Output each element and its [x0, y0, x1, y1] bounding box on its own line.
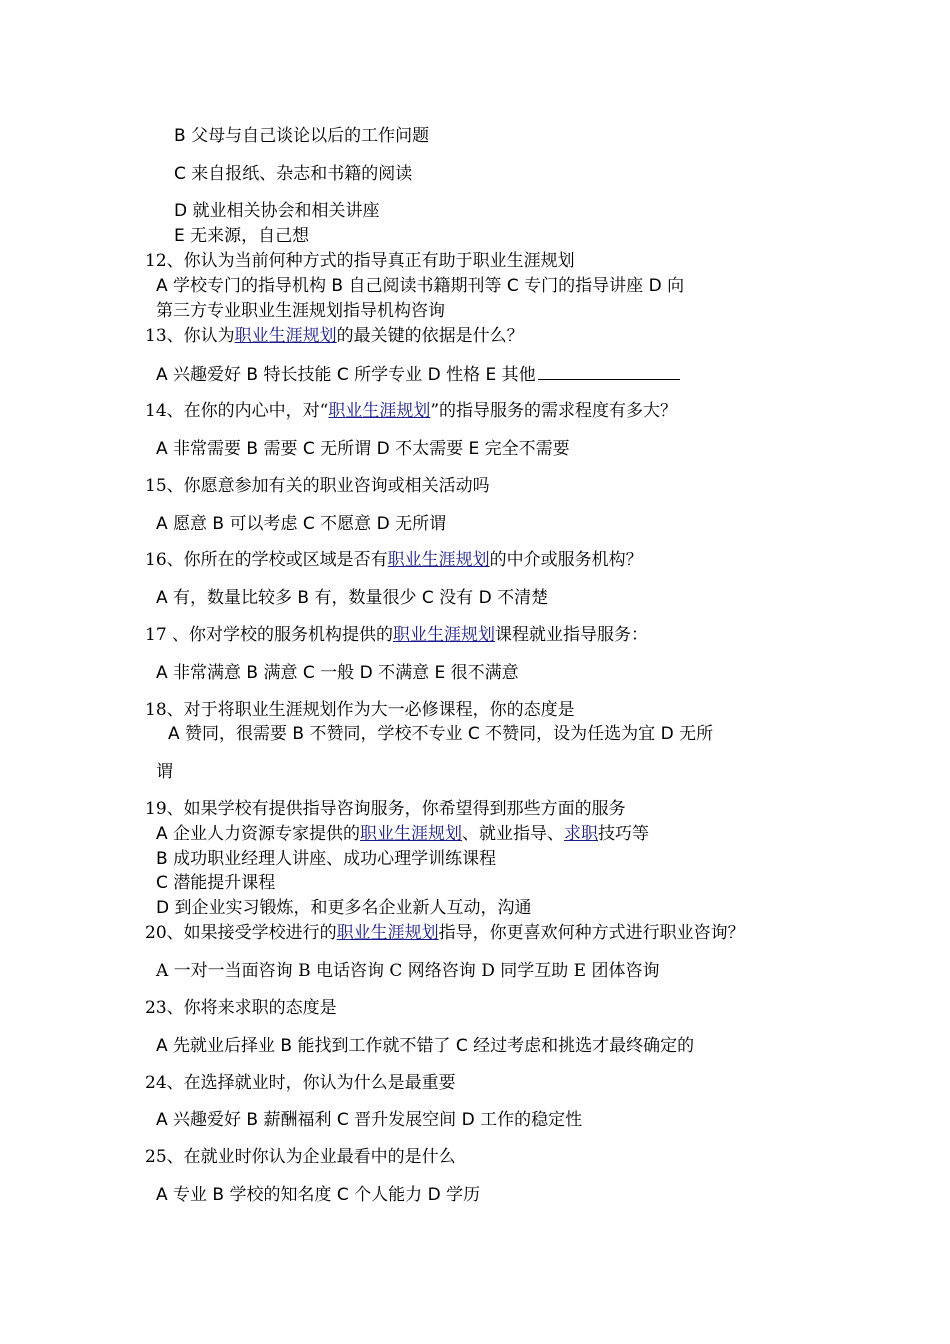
question-18-options-cont: 谓	[156, 762, 173, 782]
question-text: 课程就业指导服务：	[495, 625, 649, 645]
question-18: 18、对于将职业生涯规划作为大一必修课程，你的态度是	[145, 700, 575, 720]
question-25: 25、在就业时你认为企业最看中的是什么	[145, 1147, 456, 1167]
question-23: 23、你将来求职的态度是	[145, 998, 337, 1018]
question-18-options: A 赞同，很需要 B 不赞同，学校不专业 C 不赞同，设为任选为宜 D 无所	[168, 724, 714, 744]
question-13-options	[156, 362, 680, 387]
question-text: 14、在你的内心中，对“	[145, 401, 329, 421]
question-text: 16、你所在的学校或区域是否有	[145, 550, 388, 570]
question-20	[145, 921, 745, 945]
question-16-options: A 有，数量比较多 B 有，数量很少 C 没有 D 不清楚	[156, 588, 549, 608]
question-14-options: A 非常需要 B 需要 C 无所谓 D 不太需要 E 完全不需要	[156, 439, 570, 459]
question-15: 15、你愿意参加有关的职业咨询或相关活动吗	[145, 476, 490, 496]
question-text: 13、你认为	[145, 326, 235, 346]
options-text: A 兴趣爱好 B 特长技能 C 所学专业 D 性格 E 其他	[156, 365, 536, 385]
career-planning-link[interactable]: 职业生涯规划	[234, 326, 337, 346]
question-16	[145, 548, 643, 572]
question-17	[145, 623, 648, 647]
fill-in-blank	[538, 362, 680, 380]
question-12-options-cont: 第三方专业职业生涯规划指导机构咨询	[156, 301, 445, 321]
career-planning-link[interactable]: 职业生涯规划	[336, 923, 439, 943]
option-line: E 无来源，自己想	[174, 226, 310, 246]
question-text: 的最关键的依据是什么？	[336, 326, 524, 346]
question-19-option-a	[156, 822, 649, 846]
question-19: 19、如果学校有提供指导咨询服务，你希望得到那些方面的服务	[145, 799, 626, 819]
question-14	[145, 399, 677, 423]
question-13	[145, 324, 524, 348]
question-24: 24、在选择就业时，你认为什么是最重要	[145, 1073, 456, 1093]
question-20-options: A 一对一当面咨询 B 电话咨询 C 网络咨询 D 同学互助 E 团体咨询	[156, 961, 660, 981]
career-planning-link[interactable]: 职业生涯规划	[393, 625, 496, 645]
career-planning-link[interactable]: 职业生涯规划	[360, 824, 463, 844]
question-17-options: A 非常满意 B 满意 C 一般 D 不满意 E 很不满意	[156, 663, 519, 683]
question-text: 20、如果接受学校进行的	[145, 923, 337, 943]
job-seeking-link[interactable]: 求职	[564, 824, 599, 844]
question-text: ”的指导服务的需求程度有多大？	[430, 401, 678, 421]
question-12-options: A 学校专门的指导机构 B 自己阅读书籍期刊等 C 专门的指导讲座 D 向	[156, 276, 685, 296]
question-19-option-d: D 到企业实习锻炼，和更多名企业新人互动，沟通	[156, 898, 532, 918]
option-line: B 父母与自己谈论以后的工作问题	[174, 126, 430, 146]
question-15-options: A 愿意 B 可以考虑 C 不愿意 D 无所谓	[156, 514, 447, 534]
question-23-options: A 先就业后择业 B 能找到工作就不错了 C 经过考虑和挑选才最终确定的	[156, 1036, 695, 1056]
question-text: 指导，你更喜欢何种方式进行职业咨询？	[438, 923, 745, 943]
question-25-options: A 专业 B 学校的知名度 C 个人能力 D 学历	[156, 1185, 481, 1205]
career-planning-link[interactable]: 职业生涯规划	[387, 550, 490, 570]
question-text: 的中介或服务机构？	[489, 550, 643, 570]
question-19-option-c: C 潜能提升课程	[156, 873, 276, 893]
question-24-options: A 兴趣爱好 B 薪酬福利 C 晋升发展空间 D 工作的稳定性	[156, 1110, 583, 1130]
question-19-option-b: B 成功职业经理人讲座、成功心理学训练课程	[156, 849, 497, 869]
option-text: 、就业指导、	[462, 824, 565, 844]
option-line: D 就业相关协会和相关讲座	[174, 201, 380, 221]
option-line: C 来自报纸、杂志和书籍的阅读	[174, 164, 413, 184]
option-text: A 企业人力资源专家提供的	[156, 824, 361, 844]
career-planning-link[interactable]: 职业生涯规划	[328, 401, 431, 421]
question-12: 12、你认为当前何种方式的指导真正有助于职业生涯规划	[145, 251, 575, 271]
option-text: 技巧等	[598, 824, 650, 844]
question-text: 17 、你对学校的服务机构提供的	[145, 625, 394, 645]
